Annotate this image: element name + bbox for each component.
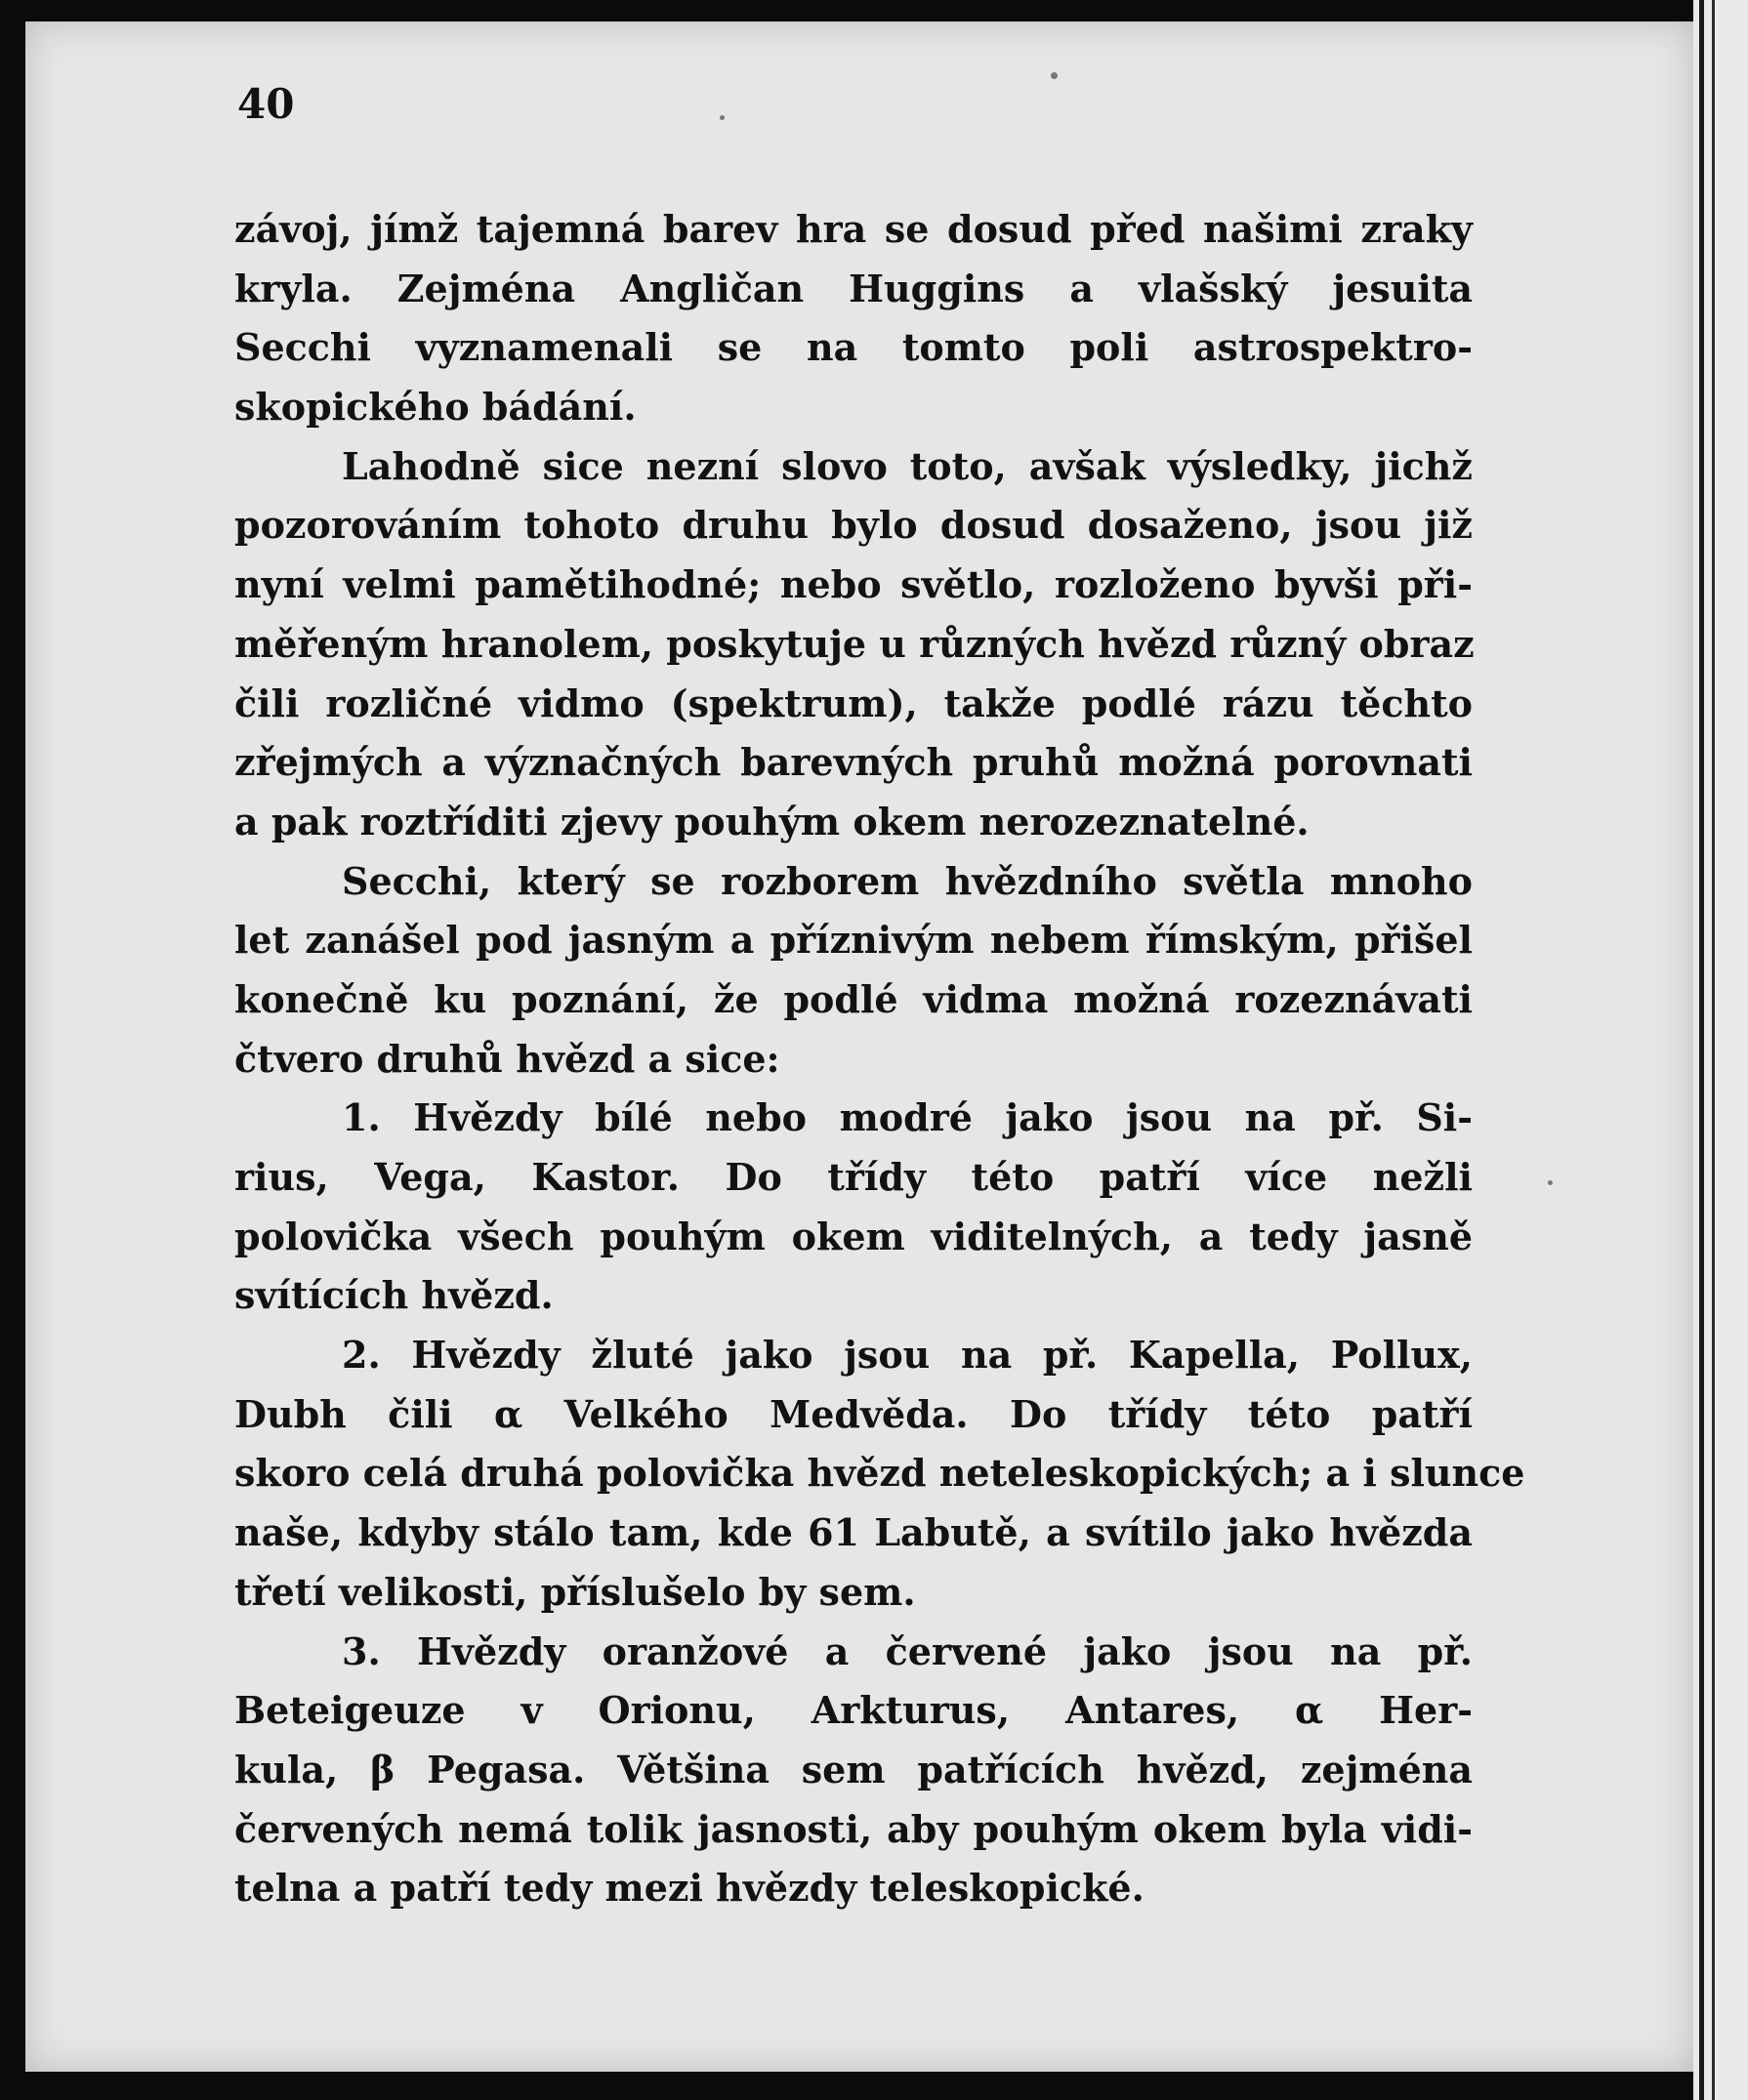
text-line: 2. Hvězdy žluté jako jsou na př. Kapella, Pollux, (342, 1333, 1473, 1378)
binding-line (1699, 0, 1704, 2100)
speck (1548, 1180, 1553, 1185)
text-line: kryla. Zejména Angličan Huggins a vlašský jesuita (234, 266, 1473, 310)
text-line: měřeným hranolem, poskytuje u různých hvězd různý obraz (234, 621, 1475, 666)
text-line: pozorováním tohoto druhu bylo dosud dosaženo, jsou již (234, 503, 1473, 548)
text-line: Lahodně sice nezní slovo toto, avšak výsledky, jichž (342, 443, 1473, 488)
text-line: svítících hvězd. (234, 1273, 554, 1318)
text-line: červených nemá tolik jasnosti, aby pouhým okem byla vidi- (234, 1806, 1473, 1851)
text-line: Secchi vyznamenali se na tomto poli astrospektro- (234, 325, 1473, 370)
text-line: skoro celá druhá polovička hvězd neteleskopických; a i slunce (234, 1451, 1525, 1496)
text-line: závoj, jímž tajemná barev hra se dosud před našimi zraky (234, 207, 1473, 251)
speck (1051, 72, 1058, 79)
text-line: 3. Hvězdy oranžové a červené jako jsou na př. (342, 1628, 1473, 1673)
text-line: a pak roztříditi zjevy pouhým okem nerozeznatelné. (234, 799, 1310, 844)
text-line: třetí velikosti, příslušelo by sem. (234, 1569, 916, 1614)
text-line: čtvero druhů hvězd a sice: (234, 1036, 780, 1081)
text-line: kula, β Pegasa. Většina sem patřících hvězd, zejména (234, 1747, 1473, 1791)
text-line: naše, kdyby stálo tam, kde 61 Labutě, a svítilo jako hvězda (234, 1510, 1473, 1555)
text-line: 1. Hvězdy bílé nebo modré jako jsou na př. Si- (342, 1095, 1473, 1140)
speck (720, 115, 725, 120)
text-line: polovička všech pouhým okem viditelných, a tedy jasně (234, 1214, 1473, 1258)
text-line: Secchi, který se rozborem hvězdního světla mnoho (342, 858, 1473, 903)
text-line: skopického bádání. (234, 385, 637, 430)
page-number: 40 (237, 80, 295, 128)
text-line: telna a patří tedy mezi hvězdy teleskopické. (234, 1866, 1145, 1911)
text-line: zřejmých a význačných barevných pruhů možná porovnati (234, 740, 1473, 785)
binding-line-secondary (1712, 0, 1715, 2100)
body-text (234, 200, 1525, 1918)
text-line: konečně ku poznání, že podlé vidma možná rozeznávati (234, 976, 1473, 1021)
text-line: rius, Vega, Kastor. Do třídy této patří více nežli (234, 1155, 1473, 1199)
text-line: Dubh čili α Velkého Medvěda. Do třídy této patří (234, 1391, 1473, 1436)
text-line: Beteigeuze v Orionu, Arkturus, Antares, α Her- (234, 1688, 1473, 1733)
text-line: čili rozličné vidmo (spektrum), takže podlé rázu těchto (234, 680, 1473, 725)
text-line: let zanášel pod jasným a příznivým nebem římským, přišel (234, 918, 1473, 963)
text-line: nyní velmi pamětihodné; nebo světlo, rozloženo byvši při- (234, 562, 1473, 607)
